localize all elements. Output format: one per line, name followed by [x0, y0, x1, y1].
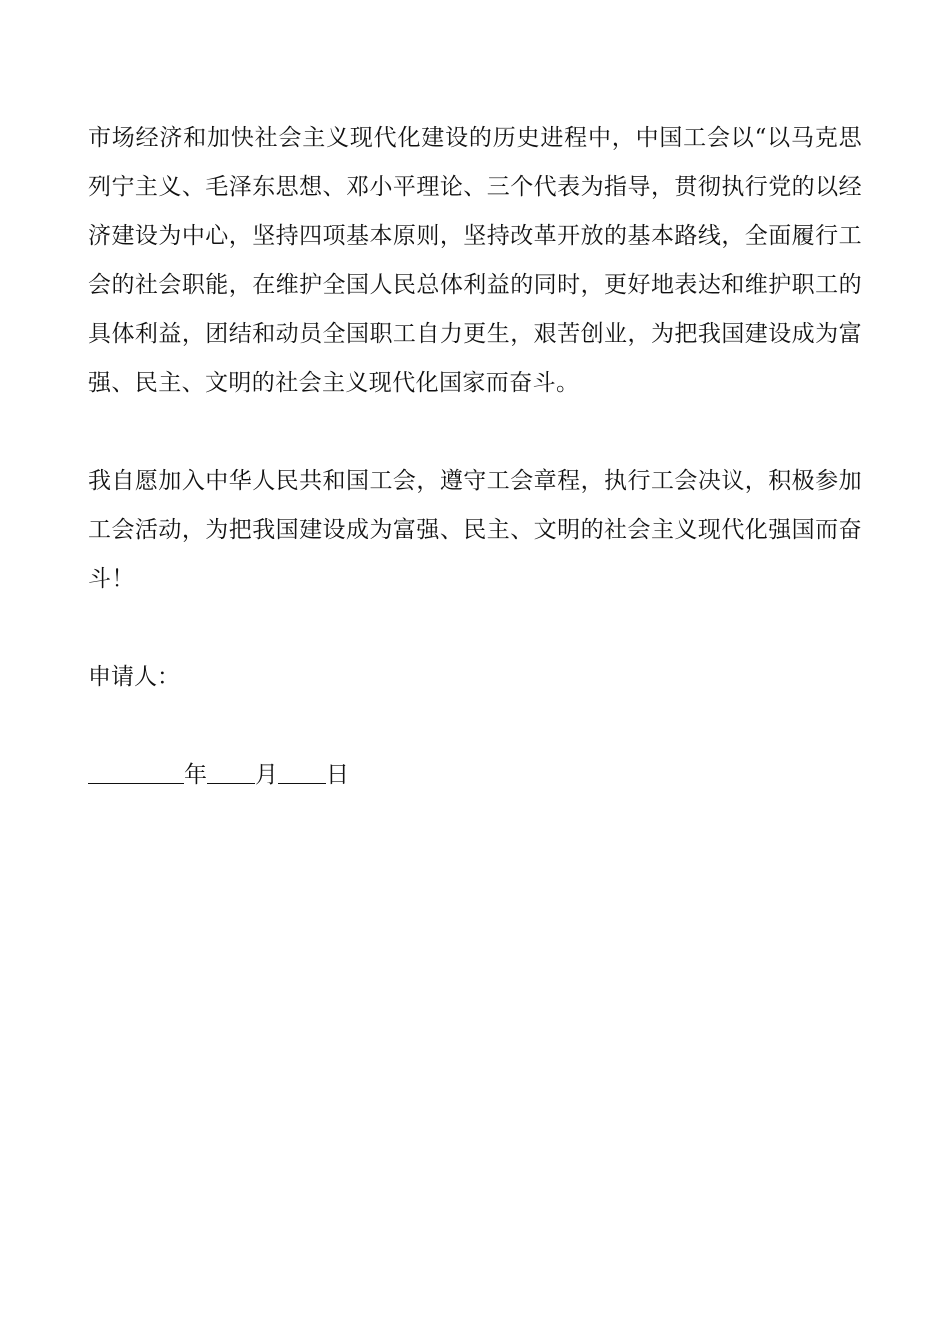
day-blank: [278, 755, 326, 784]
date-line: [88, 751, 862, 800]
document-body: [88, 114, 862, 800]
paragraph-pledge: 我自愿加入中华人民共和国工会，遵守工会章程，执行工会决议，积极参加工会活动，为把我国建设成为富强、民主、文明的社会主义现代化强国而奋斗！: [88, 468, 862, 592]
applicant-label: 申请人：: [88, 664, 180, 690]
day-label: 日: [326, 762, 349, 788]
month-label: 月: [255, 762, 278, 788]
paragraph-purpose: 市场经济和加快社会主义现代化建设的历史进程中，中国工会以“以马克思列宁主义、毛泽东思想、邓小平理论、三个代表为指导，贯彻执行党的以经济建设为中心，坚持四项基本原则，坚持改革开放的基本路线，全面履行工会的社会职能，在维护全国人民总体利益的同时，更好地表达和维护职工的具体利益，团结和动员全国职工自力更生，艰苦创业，为把我国建设成为富强、民主、文明的社会主义现代化国家而奋斗。: [88, 125, 862, 396]
month-blank: [207, 755, 255, 784]
year-label: 年: [184, 762, 207, 788]
year-blank: [88, 755, 184, 784]
